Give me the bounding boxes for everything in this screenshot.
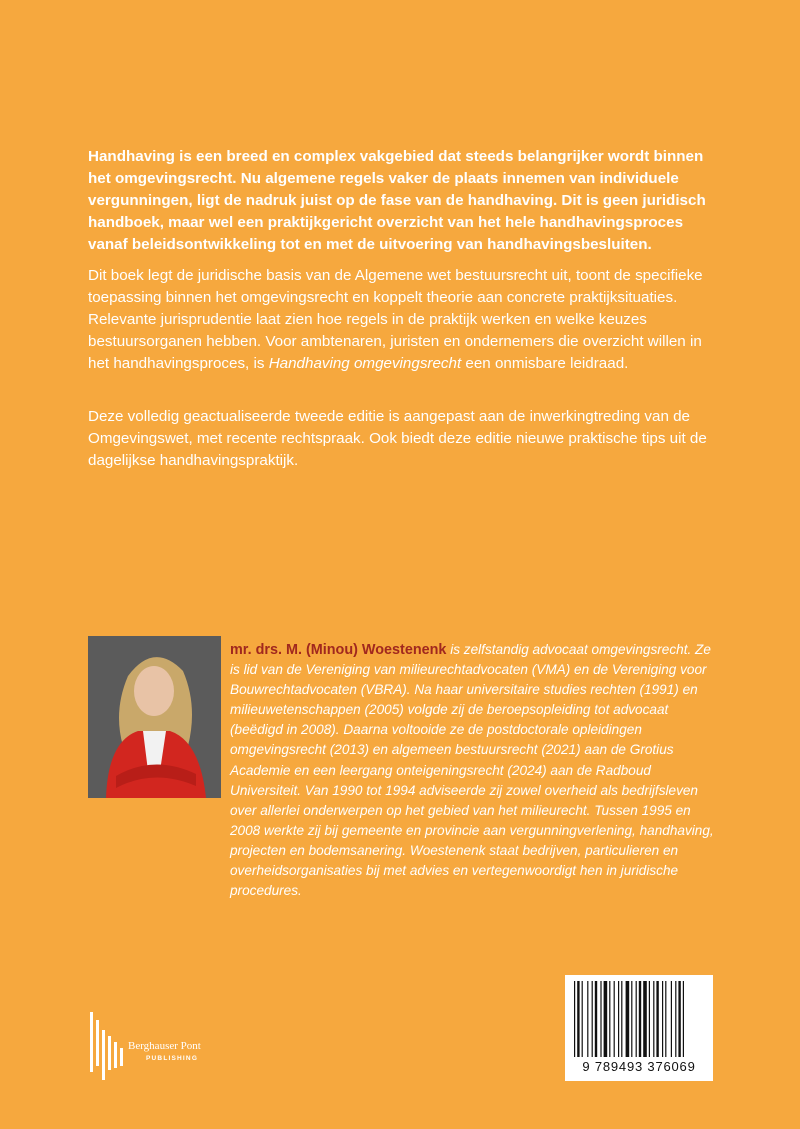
- paragraph-2-text-a: Dit boek legt de juridische basis van de Algemene wet bestuursrecht uit, toont de specifieke toepassing binnen het omgevingsrecht en koppelt theorie aan concrete praktijksituaties. Relevante jurisprudentie laat zien hoe regels in de praktijk werken en welke keuzes bestuursorganen hebben. Voor ambtenaren, juristen en ondernemers die overzicht willen in het handhavingsproces, is: [88, 267, 703, 372]
- author-name: mr. drs. M. (Minou) Woestenenk: [230, 642, 447, 658]
- author-photo: [88, 636, 221, 798]
- publisher-name: Berghauser Pont: [128, 1040, 201, 1052]
- isbn-number: 9 789493 376069: [582, 1059, 696, 1074]
- intro-paragraph-2: [88, 265, 720, 375]
- intro-bold-paragraph: Handhaving is een breed en complex vakgebied dat steeds belangrijker wordt binnen het omgevingsrecht. Nu algemene regels vaker de plaats innemen van individuele vergunningen, ligt de nadruk juist op de fase van de handhaving. Dit is geen juridisch handboek, maar wel een praktijkgericht overzicht van het hele handhavingsproces vanaf beleidsontwikkeling tot en met de uitvoering van handhavingsbesluiten.: [88, 148, 706, 253]
- author-bio-text: is zelfstandig advocaat omgevingsrecht. Ze is lid van de Vereniging van milieurechtadvocaten (VMA) en de Vereniging voor Bouwrechtadvocaten (VBRA). Na haar universitaire studies rechten (1991) en milieuwetenschappen (2005) volgde zij de beroepsopleiding tot advocaat (beëdigd in 2008). Daarna voltooide ze de postdoctorale opleidingen omgevingsrecht (2013) en algemeen bestuursrecht (2021) aan de Grotius Academie en een leergang onteigeningsrecht (2024) aan de Radboud Universiteit. Van 1990 tot 1994 adviseerde zij zowel overheid als bedrijfsleven over allerlei onderwerpen op het gebied van het milieurecht. Tussen 1995 en 2008 werkte zij bij gemeente en provincie aan vergunningverlening, handhaving, projecten en bodemsanering. Woestenenk staat bedrijven, particulieren en overheidsorganisaties bij met advies en vertegenwoordigt hen in juridische procedures.: [230, 642, 714, 899]
- isbn-barcode: [565, 975, 713, 1081]
- publisher-sub: PUBLISHING: [146, 1055, 199, 1062]
- author-bio: [230, 640, 716, 901]
- barcode-bars-icon: [572, 981, 706, 1057]
- intro-paragraph-3: Deze volledig geactualiseerde tweede editie is aangepast aan de inwerkingtreding van de Omgevingswet, met recente rechtspraak. Ook biedt deze editie nieuwe praktische tips uit de dagelijkse handhavingspraktijk.: [88, 408, 707, 469]
- paragraph-2-text-b: een onmisbare leidraad.: [461, 355, 629, 372]
- book-title-inline: Handhaving omgevingsrecht: [268, 355, 462, 372]
